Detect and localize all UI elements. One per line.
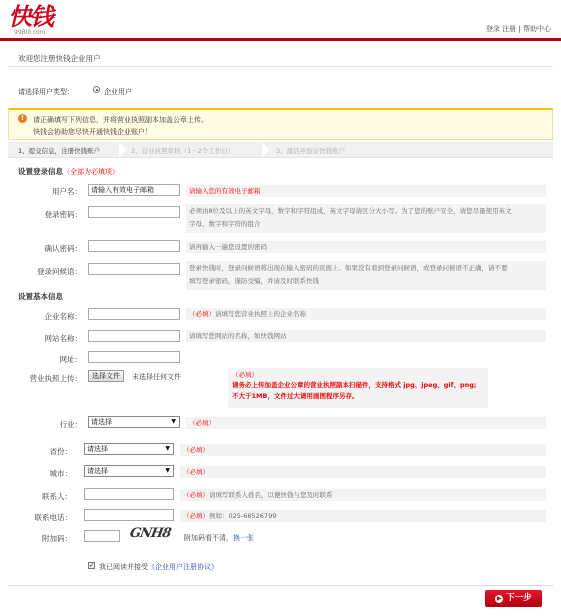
captcha-hint-text: 附加码看不清， <box>184 534 233 542</box>
website-url-input[interactable] <box>88 351 180 363</box>
confirm-password-hint: 请再输入一遍您设置的密码 <box>186 241 546 253</box>
city-required: （必填） <box>180 466 546 478</box>
captcha-hint <box>184 533 254 543</box>
chevron-down-icon: ▼ <box>165 467 170 474</box>
footer-divider <box>8 585 553 586</box>
next-step-button[interactable] <box>485 590 542 607</box>
basic-section-title: 设置基本信息 <box>18 292 63 301</box>
user-type-option[interactable]: 企业用户 <box>104 88 132 96</box>
username-input[interactable]: 请输入有效电子邮箱 <box>88 184 180 196</box>
website-url-label: 网址： <box>59 355 82 364</box>
province-select[interactable] <box>84 443 174 455</box>
website-name-input[interactable] <box>88 330 180 342</box>
login-link[interactable]: 登录 <box>485 25 500 33</box>
province-select-value: 请选择 <box>87 445 108 453</box>
license-upload-hint <box>228 368 488 408</box>
chevron-down-icon: ▼ <box>171 418 176 425</box>
user-type-label: 请选择用户类型： <box>18 88 74 96</box>
city-label: 城市： <box>49 469 72 478</box>
phone-hint-text: 例如：025-68526799 <box>209 512 277 520</box>
login-section-title <box>18 166 119 177</box>
step-2: 2、营业执照审核（1－2个工作日） <box>131 147 235 155</box>
login-section-note: （全部为必填项） <box>63 168 119 176</box>
title-divider <box>8 66 553 67</box>
register-link[interactable]: 注册 <box>502 25 517 33</box>
company-name-label: 企业名称： <box>44 312 82 321</box>
industry-select[interactable] <box>88 416 180 428</box>
greeting-hint-line-2: 填写登录密码，谨防受骗，并请及时联系快钱 <box>189 277 319 285</box>
website-name-hint: 请填写您网站的名称，如快钱网站 <box>186 330 546 342</box>
confirm-password-label: 确认密码： <box>44 244 82 253</box>
logo-text: 快钱 <box>8 2 52 31</box>
top-links: 登录 注册 | 帮助中心 <box>485 25 551 33</box>
user-type-radio[interactable] <box>93 86 100 93</box>
confirm-password-input[interactable] <box>88 240 180 252</box>
license-required: （必填） <box>232 371 258 379</box>
contact-label: 联系人： <box>42 492 72 501</box>
captcha-refresh-link[interactable]: 换一张 <box>233 534 254 542</box>
choose-file-button[interactable]: 选择文件 <box>88 370 124 382</box>
password-hint-line-1: 必须由8位及以上的英文字母，数字和字符组成，英文字母请区分大小写。为了您的账户安全，请您尽量使用英文 <box>189 207 512 215</box>
greeting-input[interactable] <box>88 263 180 275</box>
agreement-link[interactable]: 《企业用户注册协议》 <box>148 563 218 571</box>
chevron-down-icon: ▼ <box>165 445 170 452</box>
contact-required: （必填） <box>183 491 209 499</box>
license-upload-label: 营业执照上传： <box>29 374 82 383</box>
province-required: （必填） <box>180 444 546 456</box>
phone-hint <box>180 510 546 522</box>
username-label: 用户名： <box>52 187 82 196</box>
logo-subtext: 99Bill.com <box>14 29 46 36</box>
agreement-text <box>99 562 218 572</box>
arrow-right-icon: ▶ <box>496 595 502 602</box>
header-divider <box>0 38 561 41</box>
website-name-label: 网站名称： <box>44 334 82 343</box>
file-status: 未选择任何文件 <box>132 373 181 381</box>
greeting-hint-line-1: 登录快钱时，登录问候语将出现在输入密码的页面上。如果没有看到登录问候语，或登录问候语不正确，请不要 <box>189 264 508 272</box>
next-step-label: 下一步 <box>506 593 532 603</box>
agreement-prefix: 我已阅读并接受 <box>99 563 148 571</box>
industry-label: 行业： <box>59 420 82 429</box>
password-input[interactable] <box>88 206 180 218</box>
license-hint-line-1: 请务必上传加盖企业公章的营业执照副本扫描件，支持格式 jpg、jpeg、gif、png; <box>232 381 477 389</box>
company-required: （必填） <box>189 310 215 318</box>
kuaiqian-logo[interactable] <box>8 4 58 36</box>
phone-input[interactable] <box>84 509 174 521</box>
contact-input[interactable] <box>84 488 174 500</box>
captcha-image[interactable]: GNH8 <box>128 526 172 541</box>
page-title: 欢迎您注册快钱企业用户 <box>18 54 101 63</box>
login-section-title-text: 设置登录信息 <box>18 167 63 176</box>
captcha-input[interactable] <box>84 530 120 542</box>
company-hint-text: 请填写您营业执照上的企业名称 <box>215 310 306 318</box>
contact-hint <box>180 489 546 501</box>
industry-required: （必填） <box>186 417 546 429</box>
greeting-hint <box>186 261 546 290</box>
license-hint-line-2: 不大于1MB，文件过大请用画图程序另存。 <box>232 392 359 400</box>
company-name-hint <box>186 308 546 320</box>
captcha-label: 附加码： <box>42 534 72 543</box>
step-arrow-icon <box>119 142 126 158</box>
step-3: 3、激活并验证快钱账户 <box>276 147 346 155</box>
password-hint <box>186 204 546 233</box>
province-label: 省份： <box>49 447 72 456</box>
phone-required: （必填） <box>183 512 209 520</box>
notice-line-2: 快钱会协助您尽快开通快钱企业账户！ <box>33 128 152 136</box>
company-name-input[interactable] <box>88 308 180 320</box>
notice-line-1: 请正确填写下列信息，并将营业执照副本加盖公章上传。 <box>33 116 208 124</box>
city-select[interactable] <box>84 465 174 477</box>
password-label: 登录密码： <box>44 210 82 219</box>
phone-label: 联系电话： <box>34 513 72 522</box>
username-hint: 请输入您的有效电子邮箱 <box>186 185 546 197</box>
greeting-label: 登录问候语： <box>37 267 82 276</box>
step-1: 1、提交信息，注册快钱账户 <box>18 147 101 155</box>
contact-hint-text: 请填写联系人姓名，以便快钱与您及时联系 <box>209 491 333 499</box>
agreement-checkbox[interactable]: ✓ <box>89 562 95 569</box>
help-center-link[interactable]: 帮助中心 <box>523 25 551 33</box>
info-icon: ! <box>18 114 27 123</box>
city-select-value: 请选择 <box>87 467 108 475</box>
step-arrow-icon <box>262 142 269 158</box>
industry-select-value: 请选择 <box>91 418 112 426</box>
password-hint-line-2: 字母、数字和字符的组合 <box>189 220 261 228</box>
